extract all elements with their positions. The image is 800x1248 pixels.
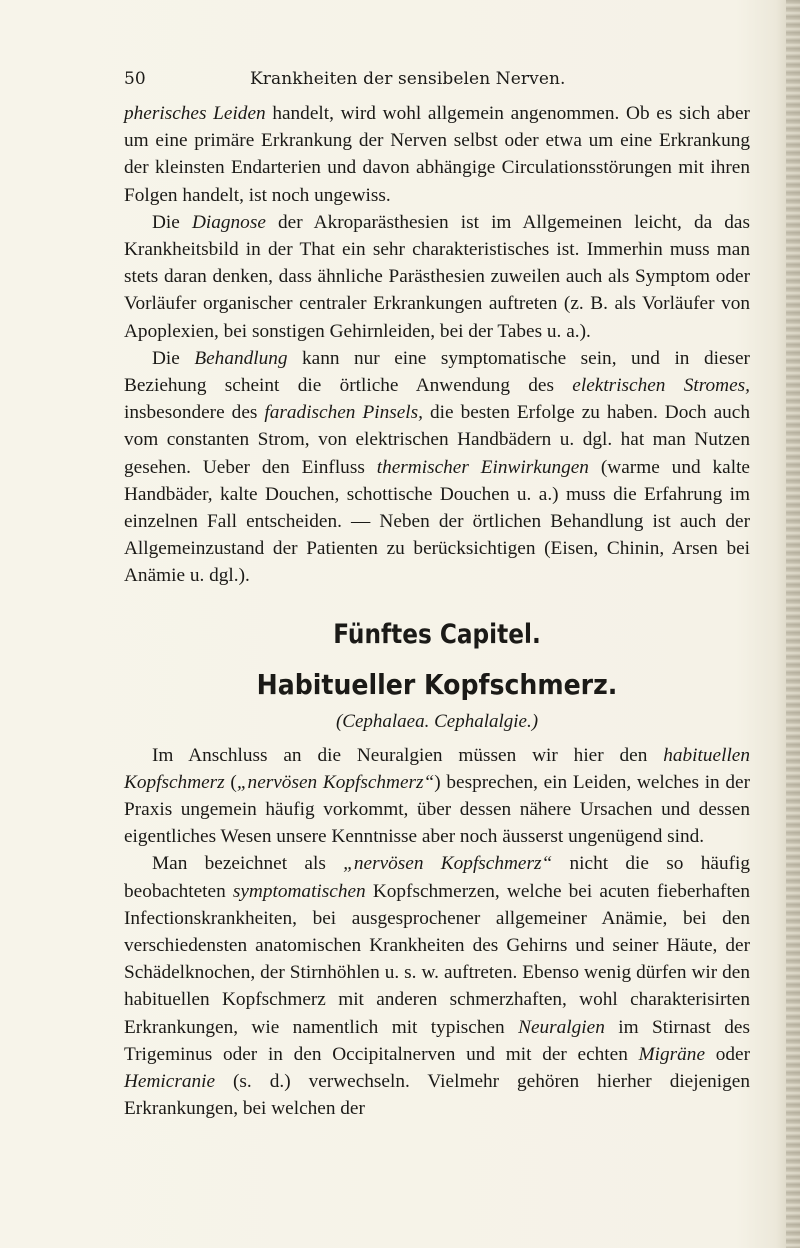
- text-run: insbesondere des: [124, 402, 265, 424]
- emphasis: „nervösen Kopfschmerz“: [343, 853, 553, 875]
- page-number: 50: [124, 69, 146, 89]
- text-run: oder: [705, 1043, 750, 1065]
- emphasis: thermischer Einwirkungen: [376, 456, 589, 478]
- paragraph-4: [124, 742, 750, 851]
- text-run: handelt, wird wohl allgemein angenommen. Ob es sich aber um eine primäre Erkrankung der Nerven selbst oder etwa um eine Erkrankung der kleinsten Endarterien und davon abhängige Circulationsstörungen mit ihren Folgen handelt, ist noch ungewiss.: [124, 103, 750, 206]
- emphasis: Migräne: [638, 1043, 705, 1065]
- body-text: [124, 100, 750, 1123]
- emphasis: Behandlung: [194, 347, 288, 369]
- text-run: ) besprechen, ein Leiden, welches in der Praxis ungemein häufig vorkommt, über dessen nähere Ursachen und dessen eigentliches Wesen unsere Kenntnisse aber noch äusserst ungenügend sind.: [124, 771, 750, 848]
- emphasis: symptomatischen: [232, 880, 366, 902]
- text-run: Im Anschluss an die Neuralgien müssen wir hier den: [152, 744, 664, 766]
- text-run: Die: [152, 211, 192, 233]
- chapter-number: Fünftes Capitel.: [333, 618, 541, 650]
- emphasis: faradischen Pinsels,: [264, 402, 423, 424]
- emphasis: habituellen Kopfschmerz: [124, 744, 750, 793]
- emphasis: elektrischen Stromes,: [572, 375, 750, 397]
- chapter-title: Habitueller Kopfschmerz.: [256, 667, 618, 701]
- text-run: im Stirnast des Trigeminus oder in den Occipitalnerven und mit der echten: [124, 1016, 750, 1065]
- emphasis: Neuralgien: [518, 1016, 605, 1038]
- paragraph-5: [124, 850, 750, 1122]
- emphasis: Diagnose: [191, 211, 266, 233]
- text-run: Kopfschmerzen, welche bei acuten fieberhaften Infectionskrankheiten, bei ausgesprochener allgemeiner Anämie, bei den verschiedensten anatomischen Krankheiten des Gehirns und seiner Häute, der Schädelknochen, der Stirnhöhlen u. s. w. auftreten. Ebenso wenig dürfen wir den habituellen Kopfschmerz mit anderen schmerzhaften, wohl charakterisirten Erkrankungen, wie namentlich mit typischen: [124, 880, 750, 1038]
- text-run: Man bezeichnet als: [152, 853, 344, 875]
- paragraph-1: [124, 100, 750, 209]
- text-run: (s. d.) verwechseln. Vielmehr gehören hierher diejenigen Erkrankungen, bei welchen der: [124, 1071, 750, 1120]
- emphasis: Hemicranie: [124, 1071, 216, 1093]
- page-edge: [786, 0, 800, 1248]
- text-run: die besten Erfolge zu haben. Doch auch vom constanten Strom, von elektrischen Handbädern u. dgl. hat man Nutzen gesehen. Ueber den Einfluss: [124, 402, 750, 478]
- paragraph-2: [124, 209, 750, 345]
- emphasis: pherisches Leiden: [124, 103, 266, 124]
- text-run: kann nur eine symptomatische sein, und in dieser Beziehung scheint die örtliche Anwendung des: [124, 347, 750, 397]
- text-run: nicht die so häufig beobachteten: [124, 853, 751, 902]
- text-run: der Akroparästhesien ist im Allgemeinen leicht, da das Krankheitsbild in der That ein sehr charakteristisches ist. Immerhin muss man stets daran denken, dass ähnliche Parästhesien zuweilen auch als Symptom oder Vorläufer organischer centraler Erkrankungen auftreten (z. B. als Vorläufer von Apoplexien, bei sonstigen Gehirnleiden, bei der Tabes u. a.).: [124, 211, 750, 342]
- running-header: [124, 66, 748, 92]
- paragraph-3: [124, 345, 750, 590]
- text-run: (warme und kalte Handbäder, kalte Douchen, schottische Douchen u. a.) muss die Erfahrung im einzelnen Fall entscheiden. — Neben der örtlichen Behandlung ist auch der Allgemeinzustand der Patienten zu berücksichtigen (Eisen, Chinin, Arsen bei Anämie u. dgl.).: [124, 456, 750, 587]
- chapter-subtitle: (Cephalaea. Cephalalgie.): [335, 710, 539, 732]
- emphasis: „nervösen Kopfschmerz“: [236, 771, 435, 793]
- text-run: (: [224, 771, 237, 793]
- text-run: Die: [152, 347, 195, 369]
- running-title: Krankheiten der sensibelen Nerven.: [250, 69, 566, 89]
